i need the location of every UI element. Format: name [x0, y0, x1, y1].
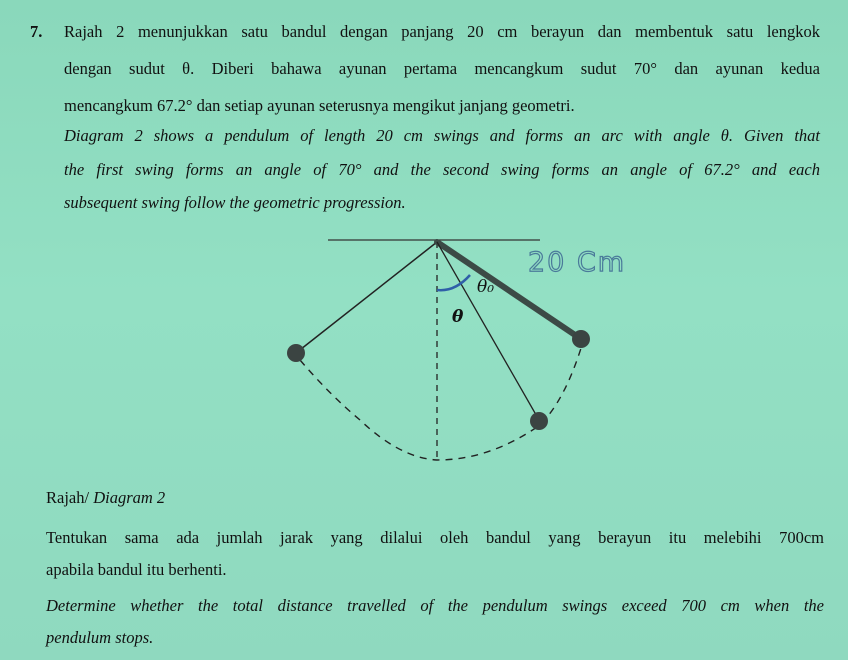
task-english-line-1: Determine whether the total distance travelled of the pendulum swings exceed 700 cm when the [46, 596, 824, 615]
question-english-line-1: Diagram 2 shows a pendulum of length 20 cm swings and forms an arc with angle θ. Given that [64, 126, 820, 145]
middle-bob [530, 412, 548, 430]
theta0-label: θ₀ [477, 277, 495, 297]
left-pendulum-string [296, 242, 437, 353]
question-number: 7. [30, 22, 43, 41]
task-malay-line-2: apabila bandul itu berhenti. [46, 560, 227, 579]
theta-label: θ [452, 307, 464, 327]
question-malay-line-3: mencangkum 67.2° dan setiap ayunan seterusnya mengikut janjang geometri. [64, 96, 575, 115]
question-english-line-3: subsequent swing follow the geometric progression. [64, 193, 406, 212]
task-english-line-2: pendulum stops. [46, 628, 154, 647]
middle-pendulum-string [437, 242, 539, 420]
right-bob [572, 330, 590, 348]
question-malay-line-1: Rajah 2 menunjukkan satu bandul dengan panjang 20 cm berayun dan membentuk satu lengkok [64, 22, 820, 41]
caption-malay: Rajah/ [46, 488, 90, 507]
question-english-line-2: the first swing forms an angle of 70° and the second swing forms an angle of 67.2° and each [64, 160, 820, 179]
left-bob [287, 344, 305, 362]
pendulum-diagram [0, 225, 848, 475]
swing-arc [300, 345, 582, 460]
diagram-caption [46, 488, 165, 508]
theta0-angle-arc [437, 275, 470, 290]
task-malay-line-1: Tentukan sama ada jumlah jarak yang dilalui oleh bandul yang berayun itu melebihi 700cm [46, 528, 824, 547]
handwritten-length-label: 20 Cm [528, 247, 627, 278]
caption-english: Diagram 2 [93, 488, 166, 507]
question-malay-line-2: dengan sudut θ. Diberi bahawa ayunan pertama mencangkum sudut 70° dan ayunan kedua [64, 59, 820, 78]
